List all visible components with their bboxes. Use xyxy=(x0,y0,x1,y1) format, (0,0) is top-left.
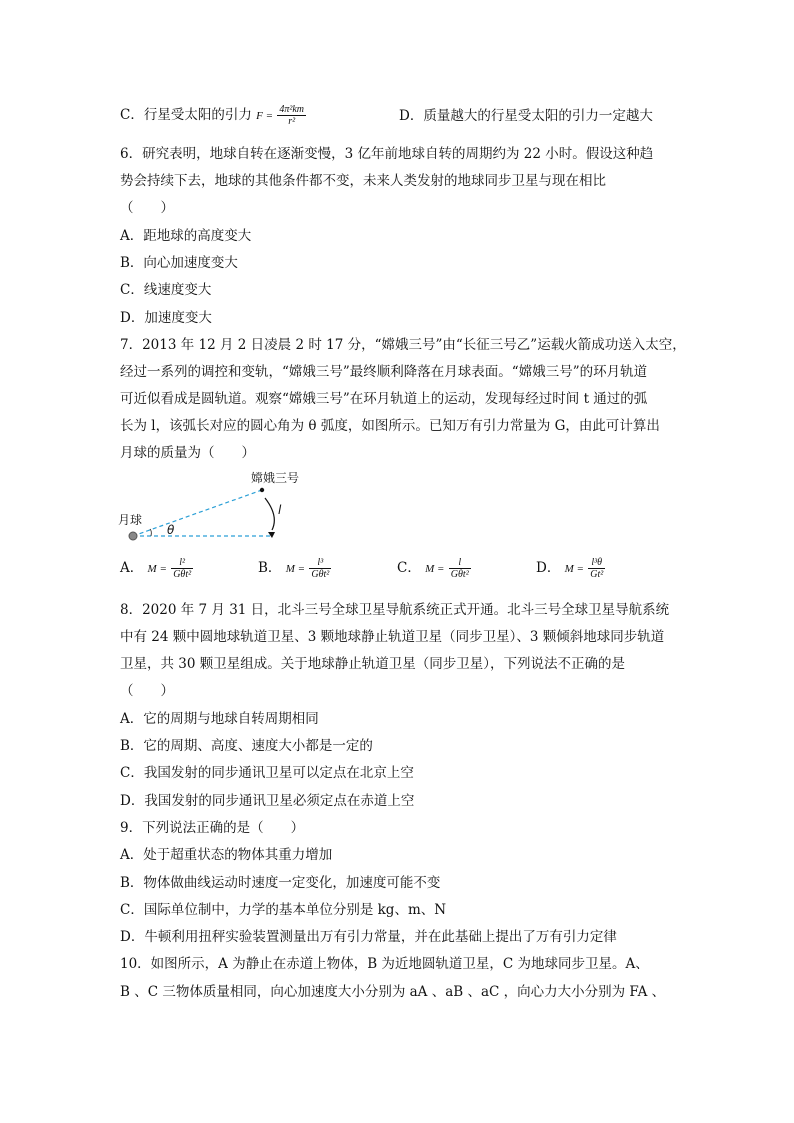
q9-option-d: D．牛顿利用扭秤实验装置测量出万有引力常量，并在此基础上提出了万有引力定律 xyxy=(120,929,617,945)
q7-option-d xyxy=(536,556,605,580)
q7-option-b-num: l³ xyxy=(309,557,331,569)
q7-stem-line4: 长为 l，该弧长对应的圆心角为 θ 弧度，如图所示。已知万有引力常量为 G，由此可计算出 xyxy=(120,418,660,434)
q6-option-c: C．线速度变大 xyxy=(120,282,212,298)
arc-length-label: l xyxy=(278,503,282,517)
q7-option-b-fraction xyxy=(309,557,331,580)
arc-path xyxy=(265,498,274,530)
q7-option-c xyxy=(397,556,471,580)
q6-option-d: D．加速度变大 xyxy=(120,310,212,326)
q8-stem-line1: 8．2020 年 7 月 31 日，北斗三号全球卫星导航系统正式开通。北斗三号全球卫星导航系统 xyxy=(120,602,670,618)
radius-to-satellite xyxy=(133,490,262,536)
q7-option-a-letter: A． xyxy=(120,560,144,576)
q8-option-b: B．它的周期、高度、速度大小都是一定的 xyxy=(120,738,373,754)
q8-option-d: D．我国发射的同步通讯卫星必须定点在赤道上空 xyxy=(120,793,415,809)
q7-option-c-num: l xyxy=(449,557,471,569)
moon-label: 月球 xyxy=(118,513,143,527)
q9-option-a: A．处于超重状态的物体其重力增加 xyxy=(120,847,333,863)
satellite-label: 嫦娥三号 xyxy=(251,471,300,485)
q8-option-c: C．我国发射的同步通讯卫星可以定点在北京上空 xyxy=(120,765,414,781)
q9-option-c: C．国际单位制中，力学的基本单位分别是 kg、m、N xyxy=(120,902,447,918)
q7-option-c-fraction xyxy=(449,557,471,580)
q5-option-c-text: C．行星受太阳的引力 xyxy=(120,107,257,123)
q6-stem-line1: 6．研究表明，地球自转在逐渐变慢，3 亿年前地球自转的周期约为 22 小时。假设这种趋 xyxy=(120,146,654,162)
q7-option-d-lhs: M = xyxy=(564,563,584,575)
q7-option-d-letter: D． xyxy=(536,560,561,576)
q5-option-c xyxy=(120,104,306,127)
q7-option-a-den: Gθt² xyxy=(173,569,192,580)
q7-stem-line3: 可近似看成是圆轨道。观察“嫦娥三号”在环月轨道上的运动，发现每经过时间 t 通过的弧 xyxy=(120,391,648,407)
angle-label: θ xyxy=(167,523,175,537)
q7-option-a-lhs: M = xyxy=(147,563,167,575)
q5-formula-num: 4π²km xyxy=(279,104,304,115)
q5-formula-den: r² xyxy=(288,116,296,127)
q7-option-b-den: Gθt² xyxy=(311,569,330,580)
moon-dot xyxy=(129,532,137,540)
arc-arrowhead xyxy=(268,532,275,538)
q7-option-b xyxy=(258,556,331,580)
q7-option-a-num: l² xyxy=(171,557,193,569)
angle-arc xyxy=(150,529,151,536)
q7-option-c-den: Gθt² xyxy=(450,569,469,580)
q8-stem-line2: 中有 24 颗中圆地球轨道卫星、3 颗地球静止轨道卫星（同步卫星）、3 颗倾斜地球同步轨道 xyxy=(120,629,665,645)
q7-option-c-lhs: M = xyxy=(425,563,445,575)
q8-stem-line3: 卫星，共 30 颗卫星组成。关于地球静止轨道卫星（同步卫星），下列说法不正确的是 xyxy=(120,656,626,672)
q9-stem: 9．下列说法正确的是（ ） xyxy=(120,820,305,836)
q5-option-d: D．质量越大的行星受太阳的引力一定越大 xyxy=(399,108,653,124)
q6-stem-line2: 势会持续下去，地球的其他条件都不变，未来人类发射的地球同步卫星与现在相比 xyxy=(120,173,606,189)
q7-option-b-letter: B． xyxy=(258,560,282,576)
q7-option-d-den: Gt² xyxy=(590,569,604,580)
q7-option-d-fraction xyxy=(588,557,605,580)
q7-stem-line5: 月球的质量为（ ） xyxy=(120,445,255,461)
q8-answer-blank: （ ） xyxy=(120,683,174,699)
q8-option-a: A．它的周期与地球自转周期相同 xyxy=(120,711,319,727)
q6-option-b: B．向心加速度变大 xyxy=(120,255,238,271)
q5-formula-fraction xyxy=(277,104,306,127)
q7-option-b-lhs: M = xyxy=(285,563,306,575)
q6-answer-blank: （ ） xyxy=(120,200,174,216)
q7-option-a xyxy=(120,556,193,580)
q10-stem-line2: B 、C 三物体质量相同，向心加速度大小分别为 aA 、aB 、aC ，向心力大小分别为 FA 、 xyxy=(120,984,666,1000)
q9-option-b: B．物体做曲线运动时速度一定变化，加速度可能不变 xyxy=(120,875,441,891)
q10-stem-line1: 10．如图所示，A 为静止在赤道上物体，B 为近地圆轨道卫星，C 为地球同步卫星。A、 xyxy=(120,956,649,972)
q7-option-c-letter: C． xyxy=(397,560,421,576)
q7-stem-line2: 经过一系列的调控和变轨，“嫦娥三号”最终顺利降落在月球表面。“嫦娥三号”的环月轨道 xyxy=(120,364,648,380)
q5-formula-lhs: F = xyxy=(256,110,274,122)
q7-stem-line1: 7．2013 年 12 月 2 日凌晨 2 时 17 分，“嫦娥三号”由“长征三号乙”运载火箭成功送入太空， xyxy=(120,337,686,353)
q6-option-a: A．距地球的高度变大 xyxy=(120,228,252,244)
q7-orbit-figure xyxy=(115,466,325,546)
satellite-dot xyxy=(260,488,264,492)
q7-option-d-num: l³θ xyxy=(588,557,605,569)
q7-option-a-fraction xyxy=(171,557,193,580)
